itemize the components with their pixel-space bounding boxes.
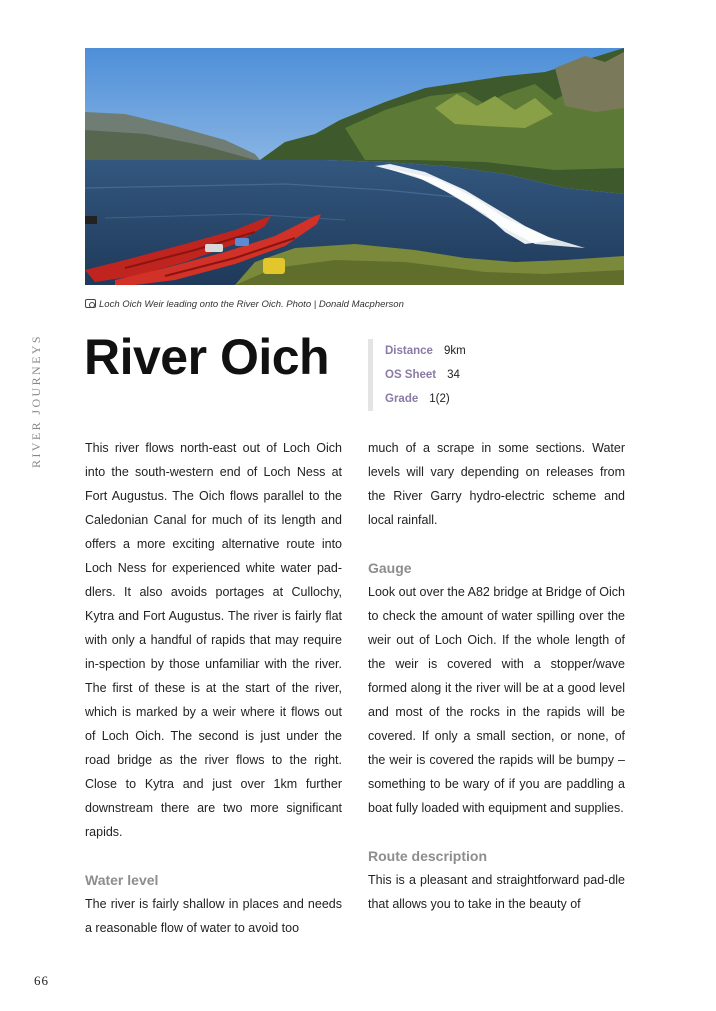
water-level-paragraph: The river is fairly shallow in places and needs a reasonable flow of water to avoid too [85,897,342,935]
fact-os-sheet [385,363,466,387]
fact-value: 34 [447,369,460,381]
route-description-heading: Route description [368,848,488,864]
intro-paragraph: This river flows north-east out of Loch Oich into the south-western end of Loch Ness at Fort Augustus. The Oich flows parallel to the Caledonian Canal for much of its length and offers a more exciting alternative route into Loch Ness for experienced white water pad-dlers. It also avoids portages at Cullochy, Kytra and Fort Augustus. The river is fairly flat with only a handful of rapids that may require in-spection by those unfamiliar with the river. The first of these is at the start of the river, which is marked by a weir where it flows out of Loch Oich. The second is just under the road bridge as the river flows to the right. Close to Kytra and just over 1km further downstream there are two more significant rapids. [85,441,342,839]
fact-value: 1(2) [429,393,450,405]
left-column [85,436,342,940]
caption-text: Loch Oich Weir leading onto the River Oich. Photo | Donald Macpherson [99,299,404,310]
water-level-heading: Water level [85,872,159,888]
river-oich-photo [85,48,624,285]
page-number: 66 [34,973,49,988]
fact-value: 9km [443,345,466,357]
photo-illustration [85,48,624,285]
route-description-paragraph: This is a pleasant and straightforward pad-dle that allows you to take in the beauty of [368,873,625,911]
fact-label: Grade [385,393,419,405]
fact-label: OS Sheet [385,369,437,381]
fact-grade [385,387,466,411]
fact-label: Distance [385,345,433,357]
fact-distance [385,339,466,363]
page-title: River Oich [84,329,330,385]
right-column [368,436,625,916]
gauge-paragraph: Look out over the A82 bridge at Bridge of Oich to check the amount of water spilling over the weir out of Loch Oich. If the whole length of the weir is covered with a stopper/wave formed along it the river will be at a good level and most of the rocks in the rapids will be covered. If only a small section, or none, of the weir is covered the rapids will be bumpy – something to be wary of if you are paddling a boat fully loaded with equipment and supplies. [368,585,625,815]
section-side-label: RIVER JOURNEYS [29,334,43,468]
photo-caption [85,299,404,310]
route-facts [368,339,466,411]
gauge-heading: Gauge [368,560,412,576]
camera-icon [85,299,96,308]
continuation-paragraph: much of a scrape in some sections. Water levels will vary depending on releases from the River Garry hydro-electric scheme and local rainfall. [368,441,625,527]
